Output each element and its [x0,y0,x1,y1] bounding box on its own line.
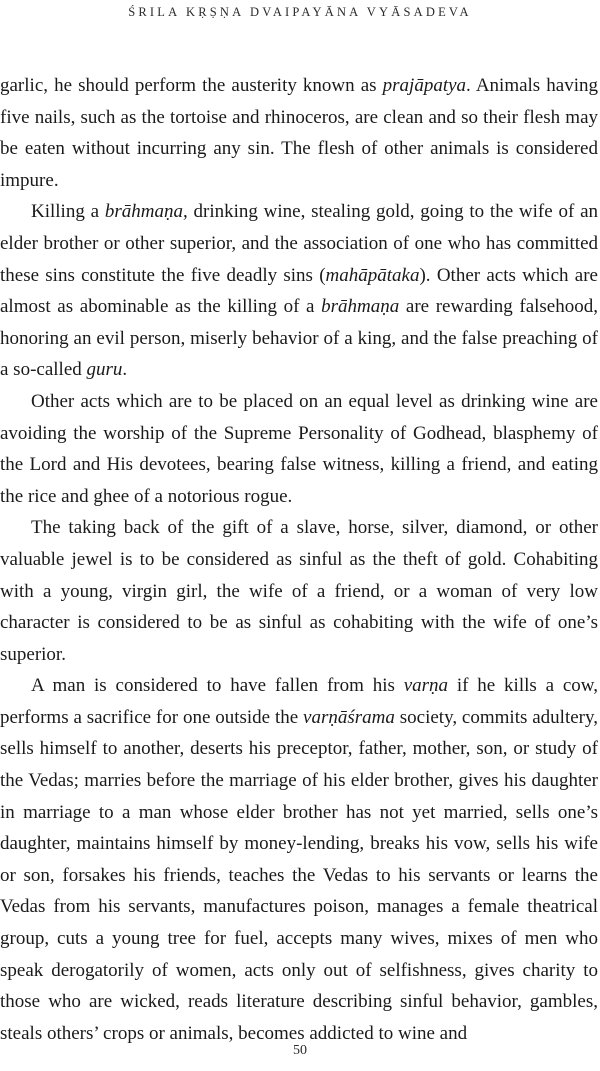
paragraph-2 [0,196,598,386]
text-segment: if he kills a cow, performs a sacrifice for one outside the [0,675,599,728]
italic-term: brāhmaṇa [321,296,400,318]
text-segment: Other acts which are to be placed on an equal level as drinking wine are avoiding the worship of the Supreme Personality of Godhead, blasphemy of the Lord and His devotees, bearing false witness, killing a friend, and eating the rice and ghee of a notorious rogue. [0,390,598,507]
text-segment: A man is considered to have fallen from his [31,675,404,697]
text-segment: society, commits adultery, sells himself to another, deserts his preceptor, father, mother, son, or study of the Vedas; marries before the marriage of his elder brother, gives his daughter in marriage to a man whose elder brother has not yet married, sells one’s daughter, maintains himself by money-lending, breaks his vow, sells his wife or son, forsakes his friends, teaches the Vedas to his servants or learns the Vedas from his servants, manufactures poison, manages a female theatrical group, cuts a young tree for fuel, accepts many wives, mixes of men who speak derogatorily of women, acts only out of selfishness, gives charity to those who are wicked, reads literature describing sinful behavior, gambles, steals others’ crops or animals, becomes addicted to wine and [0,706,599,1044]
italic-term: prajāpatya [382,75,467,96]
text-segment: . [122,359,128,381]
body-text [0,70,598,1049]
text-segment: The taking back of the gift of a slave, horse, silver, diamond, or other valuable jewel is to be considered as sinful as the theft of gold. Cohabiting with a young, virgin girl, the wife of a friend, or a woman of very low character is considered to be as sinful as cohabiting with the wife of one’s superior. [0,517,598,665]
running-head: ŚRILA KṚṢṆA DVAIPAYĀNA VYĀSADEVA [128,5,472,19]
text-segment: garlic, he should perform the austerity known as [0,75,383,96]
text-segment: , drinking wine, stealing gold, going to the wife of an elder brother or other superior, and the association of one who has committed these sins constitute the five deadly sins ( [0,201,599,286]
italic-term: varṇa [403,675,449,697]
text-segment: Killing a [31,201,105,223]
paragraph-5 [0,670,598,1049]
text-segment: ). Other acts which are almost as abominable as the killing of a [0,264,598,318]
italic-term: mahāpātaka [325,264,420,286]
italic-term: guru [86,359,123,381]
text-segment: . Animals having five nails, such as the tortoise and rhinoceros, are clean and so their flesh may be eaten without incurring any sin. The flesh of other animals is considered impure. [0,75,598,191]
text-segment: are rewarding falsehood, honoring an evil person, miserly behavior of a king, and the false preaching of a so-called [0,296,598,381]
paragraph-1 [0,70,598,196]
paragraph-3 [0,386,598,512]
paragraph-4 [0,512,598,670]
page-number: 50 [293,1043,307,1058]
italic-term: brāhmaṇa [104,201,183,223]
italic-term: varṇāśrama [303,706,395,728]
